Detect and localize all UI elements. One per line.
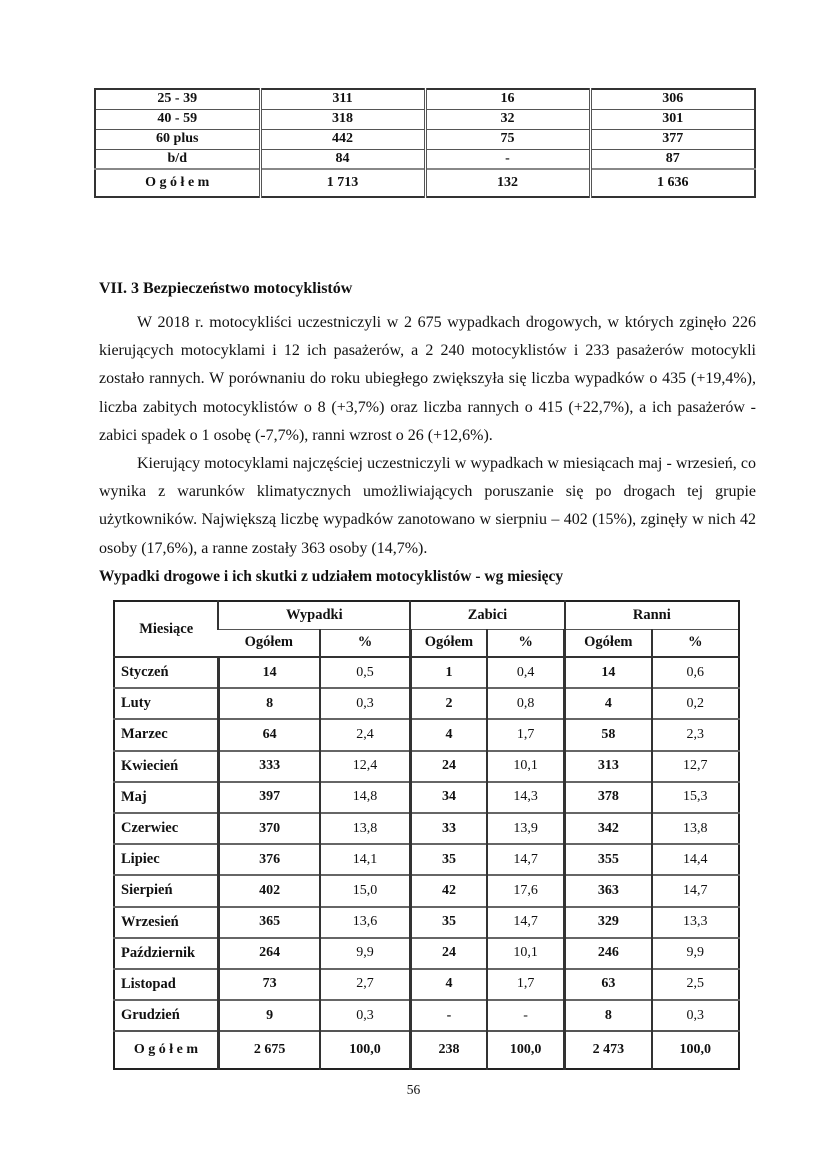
section-vii-3: [99, 278, 756, 589]
table-cell: b/d: [95, 149, 260, 169]
table-cell: 2,4: [320, 719, 410, 750]
table-cell: 13,8: [320, 813, 410, 844]
month-row: [114, 813, 739, 844]
table-cell: 100,0: [320, 1031, 410, 1069]
month-row: [114, 657, 739, 688]
table-cell: 301: [590, 109, 755, 129]
table-cell: 0,3: [652, 1000, 740, 1031]
table-cell: 34: [410, 782, 487, 813]
month-row: [114, 844, 739, 875]
table-cell: 0,8: [487, 688, 565, 719]
table-cell: 84: [260, 149, 425, 169]
table-cell: O g ó ł e m: [114, 1031, 218, 1069]
table-cell: 4: [410, 969, 487, 1000]
table-cell: 25 - 39: [157, 91, 198, 107]
table-cell: 24: [410, 938, 487, 969]
age-table-row: [95, 89, 755, 109]
table-cell: 24: [410, 751, 487, 782]
table-cell: 12,7: [652, 751, 740, 782]
table-cell: 363: [565, 875, 652, 906]
table-cell: 2,7: [320, 969, 410, 1000]
table-cell: 0,6: [652, 657, 740, 688]
table-cell: 2,5: [652, 969, 740, 1000]
table-cell: 1 713: [260, 169, 425, 197]
age-table-row: [95, 149, 755, 169]
table-cell: 13,8: [652, 813, 740, 844]
table-cell: 9,9: [320, 938, 410, 969]
table-cell: Lipiec: [114, 844, 218, 875]
table-cell: 4: [410, 719, 487, 750]
table-cell: Wrzesień: [114, 907, 218, 938]
table-cell: 0,3: [320, 1000, 410, 1031]
table-cell: 14,7: [487, 844, 565, 875]
table-cell: 35: [410, 844, 487, 875]
table-cell: 13,3: [652, 907, 740, 938]
table-cell: Styczeń: [114, 657, 218, 688]
table-cell: 370: [218, 813, 320, 844]
table-cell: 63: [565, 969, 652, 1000]
table-cell: 306: [590, 89, 755, 109]
month-row: [114, 907, 739, 938]
table-cell: 87: [590, 149, 755, 169]
table-cell: 100,0: [487, 1031, 565, 1069]
body-paragraph-2: Kierujący motocyklami najczęściej uczestniczyli w wypadkach w miesiącach maj - wrzesień, co wynika z warunków klimatycznych umożliwiających poruszanie się po drogach tej grupie użytkowników. Największą liczbę wypadków zanotowano w sierpniu – 402 (15%), zginęły w nich 42 osoby (17,6%), a ranne zostały 363 osoby (14,7%).: [99, 455, 756, 557]
table-cell: -: [410, 1000, 487, 1031]
table-cell: 0,2: [652, 688, 740, 719]
subheader-zabici-pct: %: [487, 629, 565, 657]
table-cell: 0,3: [320, 688, 410, 719]
table-cell: 10,1: [487, 938, 565, 969]
table-cell: O g ó ł e m: [95, 169, 260, 197]
month-row: [114, 938, 739, 969]
table-cell: 100,0: [652, 1031, 740, 1069]
subheader-ranni-ogolem: Ogółem: [565, 629, 652, 657]
month-row: [114, 875, 739, 906]
table-cell: Sierpień: [114, 875, 218, 906]
age-table-row: [95, 169, 755, 197]
table-cell: 14,7: [652, 875, 740, 906]
monthly-table-caption: Wypadki drogowe i ich skutki z udziałem motocyklistów - wg miesięcy: [99, 567, 564, 585]
table-cell: 13,6: [320, 907, 410, 938]
subheader-ranni-pct: %: [652, 629, 740, 657]
table-cell: 73: [218, 969, 320, 1000]
age-table-row: [95, 129, 755, 149]
table-cell: -: [487, 1000, 565, 1031]
table-cell: 2,3: [652, 719, 740, 750]
table-cell: 333: [218, 751, 320, 782]
subheader-zabici-ogolem: Ogółem: [410, 629, 487, 657]
table-cell: 14: [218, 657, 320, 688]
subheader-wypadki-ogolem: Ogółem: [218, 629, 320, 657]
table-cell: 1: [410, 657, 487, 688]
table-cell: 14: [565, 657, 652, 688]
table-cell: 32: [425, 109, 590, 129]
table-cell: 17,6: [487, 875, 565, 906]
table-cell: 1,7: [487, 969, 565, 1000]
table-cell: Listopad: [114, 969, 218, 1000]
table-cell: 14,7: [487, 907, 565, 938]
age-breakdown-table: [94, 88, 756, 198]
table-cell: 318: [260, 109, 425, 129]
table-cell: 14,1: [320, 844, 410, 875]
age-table-row: [95, 109, 755, 129]
monthly-accidents-table: [113, 600, 740, 1070]
table-cell: 355: [565, 844, 652, 875]
table-cell: 9,9: [652, 938, 740, 969]
subheader-wypadki-pct: %: [320, 629, 410, 657]
table-cell: 329: [565, 907, 652, 938]
section-heading: VII. 3 Bezpieczeństwo motocyklistów: [99, 280, 353, 297]
table-cell: 0,4: [487, 657, 565, 688]
table-cell: 10,1: [487, 751, 565, 782]
month-row: [114, 751, 739, 782]
table-cell: 313: [565, 751, 652, 782]
table-cell: 246: [565, 938, 652, 969]
table-cell: Grudzień: [114, 1000, 218, 1031]
col-group-zabici: Zabici: [410, 601, 564, 629]
page-number: 56: [406, 1082, 421, 1097]
table-cell: 342: [565, 813, 652, 844]
col-header-months: Miesiące: [139, 620, 194, 637]
table-cell: 14,8: [320, 782, 410, 813]
table-cell: 16: [425, 89, 590, 109]
table-cell: 75: [425, 129, 590, 149]
table-cell: Maj: [114, 782, 218, 813]
table-cell: 376: [218, 844, 320, 875]
table-cell: 35: [410, 907, 487, 938]
month-row: [114, 969, 739, 1000]
table-cell: 238: [410, 1031, 487, 1069]
month-row: [114, 719, 739, 750]
table-cell: 9: [218, 1000, 320, 1031]
table-cell: 14,4: [652, 844, 740, 875]
month-row: [114, 688, 739, 719]
table-cell: -: [425, 149, 590, 169]
monthly-table-header-groups: [114, 601, 739, 629]
table-cell: 15,0: [320, 875, 410, 906]
total-row: [114, 1031, 739, 1069]
table-cell: 2 675: [218, 1031, 320, 1069]
table-cell: Luty: [114, 688, 218, 719]
month-row: [114, 782, 739, 813]
month-row: [114, 1000, 739, 1031]
table-cell: 377: [590, 129, 755, 149]
table-cell: 311: [260, 89, 425, 109]
table-cell: 64: [218, 719, 320, 750]
table-cell: 60 plus: [95, 129, 260, 149]
table-cell: 2: [410, 688, 487, 719]
table-cell: 397: [218, 782, 320, 813]
table-cell: 1,7: [487, 719, 565, 750]
table-cell: 365: [218, 907, 320, 938]
table-cell: Kwiecień: [114, 751, 218, 782]
table-cell: 8: [565, 1000, 652, 1031]
table-cell: 14,3: [487, 782, 565, 813]
table-cell: 264: [218, 938, 320, 969]
table-cell: 12,4: [320, 751, 410, 782]
table-cell: 402: [218, 875, 320, 906]
table-cell: 2 473: [565, 1031, 652, 1069]
table-cell: Marzec: [114, 719, 218, 750]
table-cell: 378: [565, 782, 652, 813]
table-cell: 8: [218, 688, 320, 719]
table-cell: 33: [410, 813, 487, 844]
table-cell: 13,9: [487, 813, 565, 844]
col-group-wypadki: Wypadki: [218, 601, 410, 629]
table-cell: 58: [565, 719, 652, 750]
table-cell: 15,3: [652, 782, 740, 813]
table-cell: 42: [410, 875, 487, 906]
table-cell: Czerwiec: [114, 813, 218, 844]
body-paragraph-1: W 2018 r. motocykliści uczestniczyli w 2 675 wypadkach drogowych, w których zginęło 226 kierujących motocyklami i 12 ich pasażerów, a 2 240 motocyklistów i 233 pasażerów motocykli zostało rannych. W porównaniu do roku ubiegłego zwiększyła się liczba wypadków o 435 (+19,4%), liczba zabitych motocyklistów o 8 (+3,7%) oraz liczba rannych o 415 (+22,7%), a ich pasażerów - zabici spadek o 1 osobę (-7,7%), ranni wzrost o 26 (+12,6%).: [99, 314, 756, 444]
table-cell: Październik: [114, 938, 218, 969]
table-cell: 1 636: [590, 169, 755, 197]
table-cell: 132: [425, 169, 590, 197]
col-group-ranni: Ranni: [565, 601, 739, 629]
table-cell: 40 - 59: [95, 109, 260, 129]
table-cell: 4: [565, 688, 652, 719]
table-cell: 442: [260, 129, 425, 149]
table-cell: 0,5: [320, 657, 410, 688]
